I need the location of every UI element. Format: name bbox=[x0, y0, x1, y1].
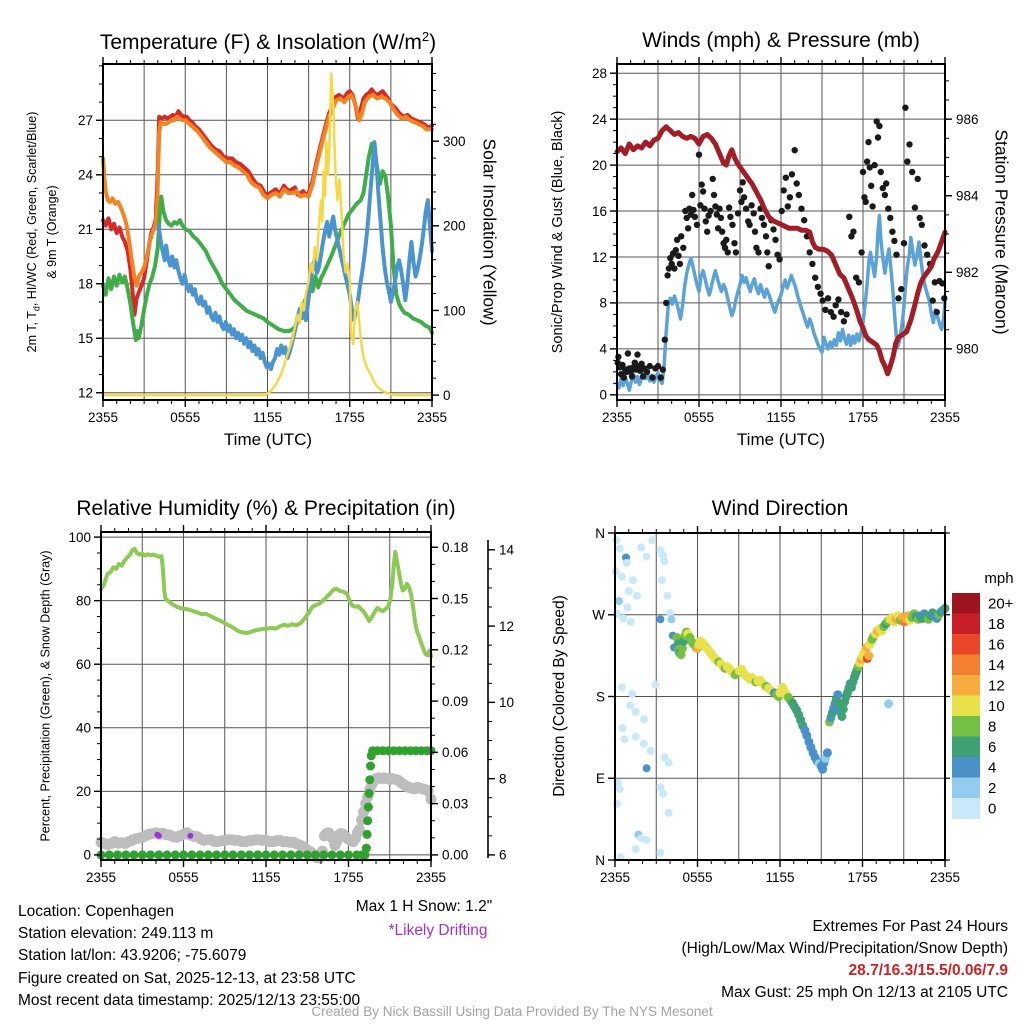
station-info bbox=[18, 901, 360, 1012]
svg-text:0555: 0555 bbox=[682, 870, 713, 885]
svg-text:2355: 2355 bbox=[415, 870, 447, 885]
temperature-xaxis-label: Time (UTC) bbox=[223, 430, 313, 449]
svg-text:0555: 0555 bbox=[168, 870, 199, 885]
svg-text:100: 100 bbox=[68, 529, 91, 545]
svg-text:982: 982 bbox=[956, 265, 979, 281]
pressure-yaxis-label: Station Pressure (Maroon) bbox=[991, 129, 1012, 335]
svg-text:1755: 1755 bbox=[334, 410, 365, 425]
max-snow-note: Max 1 H Snow: 1.2" bbox=[355, 898, 493, 915]
svg-text:20: 20 bbox=[75, 784, 91, 800]
svg-text:28: 28 bbox=[591, 65, 607, 81]
direction-plot bbox=[592, 526, 1013, 885]
insolation-yaxis-label: Solar Insolation (Yellow) bbox=[479, 138, 500, 326]
svg-text:mph: mph bbox=[984, 570, 1014, 587]
svg-text:16: 16 bbox=[591, 203, 607, 219]
svg-text:24: 24 bbox=[77, 167, 93, 183]
svg-text:2355: 2355 bbox=[87, 410, 119, 425]
direction-series-wind-direction-track bbox=[672, 604, 949, 774]
svg-text:14: 14 bbox=[499, 542, 515, 558]
svg-text:1755: 1755 bbox=[847, 410, 879, 425]
svg-text:40: 40 bbox=[75, 720, 91, 736]
svg-text:0555: 0555 bbox=[683, 410, 715, 425]
svg-text:0: 0 bbox=[83, 847, 91, 863]
winds-plot bbox=[592, 57, 979, 425]
svg-text:1155: 1155 bbox=[766, 410, 796, 425]
svg-text:4: 4 bbox=[988, 759, 997, 777]
svg-text:6: 6 bbox=[988, 738, 997, 756]
svg-text:18: 18 bbox=[77, 276, 93, 292]
svg-text:2355: 2355 bbox=[85, 870, 117, 885]
drifting-note: *Likely Drifting bbox=[388, 922, 488, 939]
svg-text:12: 12 bbox=[499, 618, 515, 634]
svg-text:12: 12 bbox=[988, 677, 1005, 695]
svg-text:0.06: 0.06 bbox=[442, 745, 469, 761]
svg-text:12: 12 bbox=[591, 249, 607, 265]
svg-text:S: S bbox=[595, 689, 605, 705]
svg-text:80: 80 bbox=[75, 593, 91, 609]
direction-series-calm-directions bbox=[612, 536, 678, 861]
svg-text:1755: 1755 bbox=[333, 870, 364, 885]
svg-text:E: E bbox=[595, 771, 605, 787]
svg-text:200: 200 bbox=[443, 218, 466, 234]
temperature-chart-title: Temperature (F) & Insolation $(W/m^2)$ bbox=[99, 29, 437, 54]
svg-text:0.03: 0.03 bbox=[442, 796, 469, 812]
extremes-block bbox=[682, 916, 1009, 1004]
svg-text:2355: 2355 bbox=[929, 870, 961, 885]
svg-text:24: 24 bbox=[591, 111, 607, 127]
humidity-chart-title: Relative Humidity (%) & Precipitation (in) bbox=[76, 497, 456, 520]
svg-text:W: W bbox=[592, 607, 605, 623]
credit-footer: Created By Nick Bassill Using Data Provided By The NYS Mesonet bbox=[311, 1004, 713, 1019]
svg-text:2355: 2355 bbox=[601, 410, 633, 425]
station-location: Location: Copenhagen bbox=[18, 903, 174, 920]
svg-text:21: 21 bbox=[77, 222, 93, 238]
direction-yaxis-label: Direction (Colored By Speed) bbox=[551, 595, 568, 797]
svg-text:N: N bbox=[595, 525, 605, 541]
temperature-yaxis-label: 2m T, $T_d$, HI/WC (Red, Green, Scarlet/Blue) & 9m T (Orange) bbox=[24, 111, 59, 353]
svg-text:12: 12 bbox=[77, 385, 93, 401]
svg-text:984: 984 bbox=[956, 188, 979, 204]
svg-text:8: 8 bbox=[988, 718, 997, 736]
svg-text:0.00: 0.00 bbox=[442, 847, 469, 863]
svg-text:14: 14 bbox=[988, 656, 1005, 674]
station-latlon: Station lat/lon: 43.9206; -75.6079 bbox=[18, 947, 247, 965]
svg-text:60: 60 bbox=[75, 657, 91, 673]
svg-text:27: 27 bbox=[77, 113, 93, 129]
svg-text:300: 300 bbox=[443, 133, 466, 149]
svg-text:20: 20 bbox=[591, 157, 607, 173]
svg-text:0555: 0555 bbox=[170, 410, 201, 425]
svg-text:8: 8 bbox=[499, 771, 507, 787]
humidity-yaxis-label: Percent, Precipitation (Green), & Snow Depth (Gray) bbox=[38, 550, 53, 842]
svg-text:1155: 1155 bbox=[765, 870, 795, 885]
svg-text:0: 0 bbox=[599, 387, 607, 403]
svg-text:0.09: 0.09 bbox=[442, 693, 469, 709]
speed-colorbar bbox=[952, 570, 1014, 819]
station-elevation: Station elevation: 249.113 m bbox=[18, 925, 214, 943]
svg-text:2: 2 bbox=[988, 779, 997, 797]
svg-text:2355: 2355 bbox=[416, 410, 448, 425]
svg-text:10: 10 bbox=[499, 695, 515, 711]
direction-chart-title: Wind Direction bbox=[711, 497, 849, 520]
svg-text:0.18: 0.18 bbox=[442, 540, 469, 556]
svg-text:8: 8 bbox=[599, 295, 607, 311]
svg-text:18: 18 bbox=[988, 615, 1005, 633]
svg-text:4: 4 bbox=[599, 341, 607, 357]
data-timestamp: Most recent data timestamp: 2025/12/13 23:55:00 bbox=[18, 991, 361, 1009]
svg-text:6: 6 bbox=[499, 847, 507, 863]
svg-text:1155: 1155 bbox=[252, 410, 283, 425]
winds-chart-title: Winds (mph) & Pressure (mb) bbox=[642, 29, 920, 52]
svg-text:100: 100 bbox=[443, 303, 466, 319]
extremes-values: 28.7/16.3/15.5/0.06/7.9 bbox=[848, 962, 1008, 979]
svg-text:0.15: 0.15 bbox=[442, 591, 469, 607]
svg-text:2355: 2355 bbox=[599, 870, 631, 885]
svg-text:0: 0 bbox=[443, 387, 451, 403]
svg-text:986: 986 bbox=[956, 111, 979, 127]
svg-text:1755: 1755 bbox=[847, 870, 878, 885]
svg-text:15: 15 bbox=[77, 331, 93, 347]
temperature-plot bbox=[78, 57, 466, 425]
svg-text:N: N bbox=[595, 852, 605, 868]
extremes-subtitle: (High/Low/Max Wind/Precipitation/Snow Depth) bbox=[681, 940, 1008, 957]
humidity-plot bbox=[68, 525, 514, 885]
svg-text:16: 16 bbox=[988, 636, 1005, 654]
svg-text:0.12: 0.12 bbox=[442, 642, 469, 658]
svg-text:980: 980 bbox=[956, 341, 979, 357]
svg-text:20+: 20+ bbox=[988, 595, 1014, 613]
svg-text:2355: 2355 bbox=[929, 410, 961, 425]
max-gust: Max Gust: 25 mph On 12/13 at 2105 UTC bbox=[721, 984, 1008, 1001]
svg-text:1155: 1155 bbox=[251, 870, 281, 885]
figure-created: Figure created on Sat, 2025-12-13, at 23:58 UTC bbox=[18, 969, 356, 987]
svg-text:10: 10 bbox=[988, 697, 1005, 715]
extremes-title: Extremes For Past 24 Hours bbox=[812, 918, 1008, 935]
winds-xaxis-label: Time (UTC) bbox=[736, 430, 826, 449]
wind-yaxis-label: Sonic/Prop Wind & Gust (Blue, Black) bbox=[550, 110, 566, 354]
svg-text:0: 0 bbox=[988, 800, 997, 818]
